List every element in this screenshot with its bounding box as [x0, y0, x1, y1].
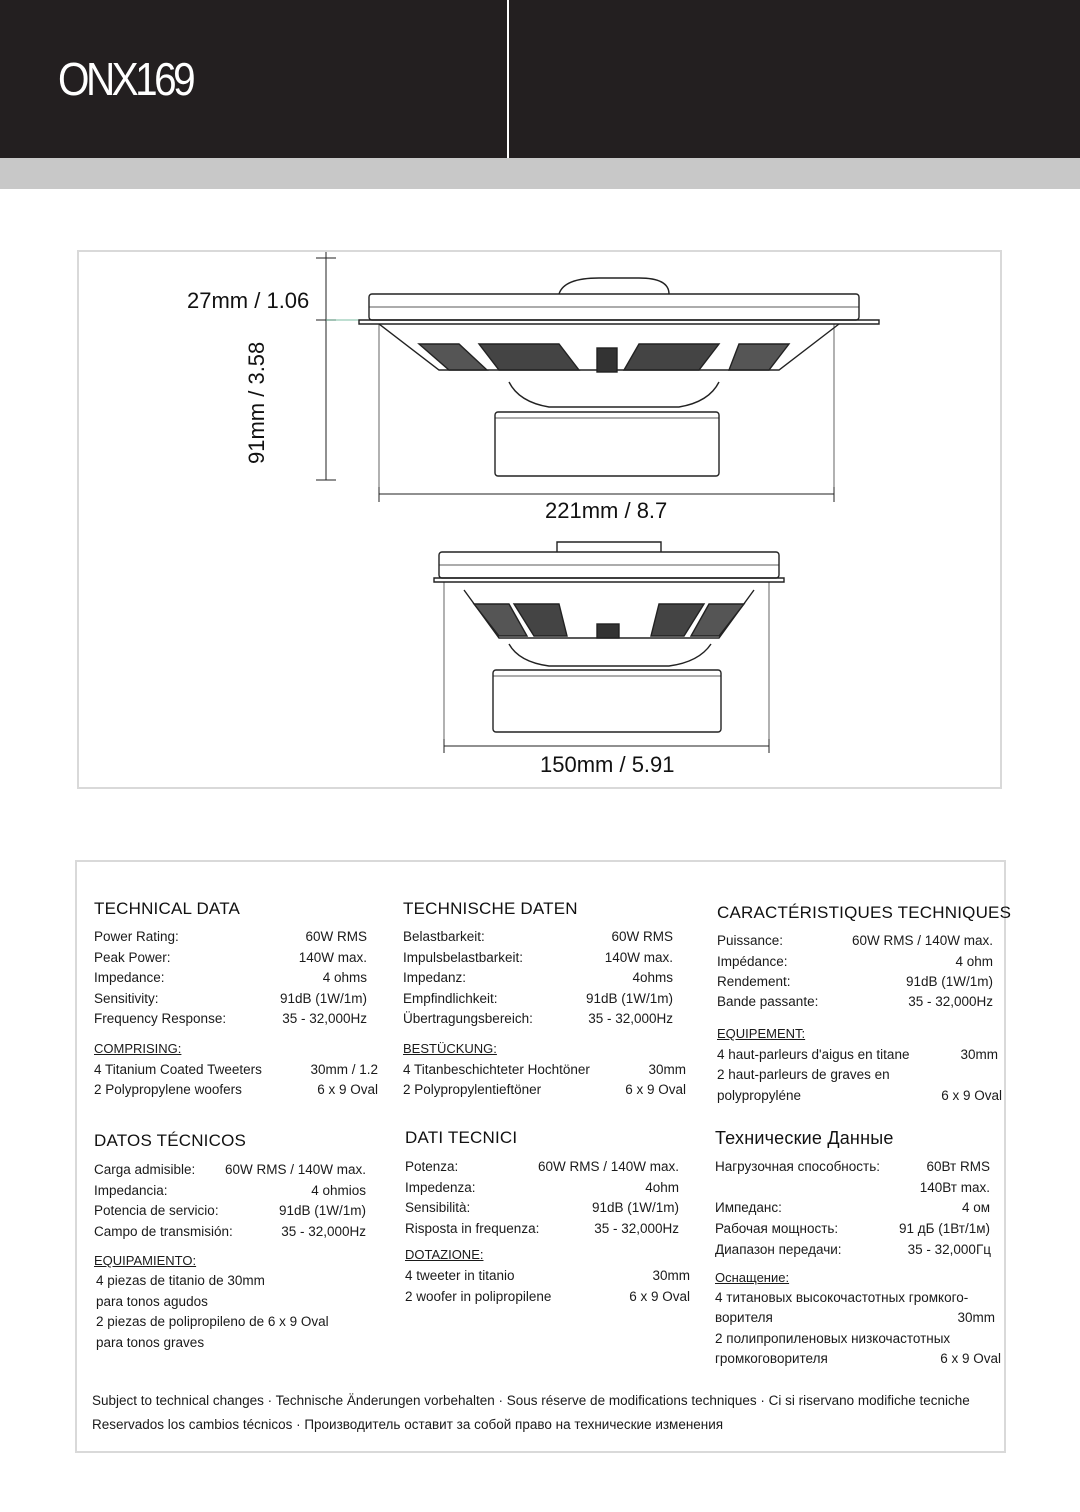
- spec-row-en: Sensitivity: 91dB (1W/1m): [94, 991, 367, 1006]
- spec-row-ru: Диапазон передачи: 35 - 32,000Гц: [715, 1242, 991, 1257]
- item-row-fr: polypropyléne 6 x 9 Oval: [717, 1088, 1002, 1103]
- footer-note-2: Reservados los cambios técnicos · Производитель оставит за собой право на технические изменения: [92, 1417, 724, 1432]
- speaker-drawings: [79, 252, 1000, 787]
- header-band: [0, 158, 1080, 189]
- spec-row-it: Potenza: 60W RMS / 140W max.: [405, 1159, 679, 1174]
- item-row-fr: 2 haut-parleurs de graves en: [717, 1067, 890, 1082]
- item-line-es: para tonos agudos: [96, 1294, 208, 1309]
- item-row-ru: громкоговорителя 6 x 9 Oval: [715, 1351, 1001, 1366]
- spec-row-fr: Puissance: 60W RMS / 140W max.: [717, 933, 993, 948]
- spec-row-es: Carga admisible: 60W RMS / 140W max.: [94, 1162, 366, 1177]
- section-title-fr: CARACTÉRISTIQUES TECHNIQUES: [717, 903, 1012, 922]
- item-row-it: 4 tweeter in titanio 30mm: [405, 1268, 690, 1283]
- model-name: ONX169: [58, 53, 193, 105]
- item-row-de: 4 Titanbeschichteter Hochtöner 30mm: [403, 1062, 686, 1077]
- item-row-en: 2 Polypropylene woofers 6 x 9 Oval: [94, 1082, 378, 1097]
- spec-row-en: Power Rating: 60W RMS: [94, 929, 367, 944]
- item-row-it: 2 woofer in polipropilene 6 x 9 Oval: [405, 1289, 690, 1304]
- spec-row-de: Impulsbelastbarkeit: 140W max.: [403, 950, 673, 965]
- item-line-es: 2 piezas de polipropileno de 6 x 9 Oval: [96, 1314, 329, 1329]
- item-row-ru: 2 полипропиленовых низкочастотных: [715, 1331, 951, 1346]
- item-row-ru: 4 титановых высокочастотных громкого-: [715, 1290, 969, 1305]
- spec-row-de: Impedanz: 4ohms: [403, 970, 673, 985]
- spec-row-it: Impedenza: 4ohm: [405, 1180, 679, 1195]
- spec-row-es: Impedancia: 4 ohmios: [94, 1183, 366, 1198]
- spec-row-en: Impedance: 4 ohms: [94, 970, 367, 985]
- section-title-en: TECHNICAL DATA: [94, 899, 241, 918]
- item-row-fr: 4 haut-parleurs d'aigus en titane 30mm: [717, 1047, 998, 1062]
- subheading-de: BESTÜCKUNG:: [403, 1041, 497, 1056]
- subheading-it: DOTAZIONE:: [405, 1247, 484, 1262]
- spec-row-es: Campo de transmisión: 35 - 32,000Hz: [94, 1224, 366, 1239]
- spec-row-ru: Нагрузочная способность: 60Вт RMS: [715, 1159, 990, 1174]
- spec-row-fr: Bande passante: 35 - 32,000Hz: [717, 994, 993, 1009]
- section-title-it: DATI TECNICI: [405, 1128, 518, 1147]
- subheading-es: EQUIPAMIENTO:: [94, 1253, 197, 1268]
- item-row-de: 2 Polypropylentieftöner 6 x 9 Oval: [403, 1082, 686, 1097]
- section-title-ru: Технические Данные: [715, 1128, 894, 1148]
- spec-box: [75, 860, 1012, 1453]
- item-line-es: 4 piezas de titanio de 30mm: [96, 1273, 265, 1288]
- header-divider: [507, 0, 509, 158]
- spec-row-ru: Импеданс: 4 ом: [715, 1200, 990, 1215]
- dimension-diagram: [77, 250, 1002, 789]
- section-title-de: TECHNISCHE DATEN: [403, 899, 578, 918]
- width-long-label: 221mm / 8.7: [545, 498, 668, 523]
- spec-row-fr: Impédance: 4 ohm: [717, 954, 993, 969]
- spec-row-it: Sensibilità: 91dB (1W/1m): [405, 1200, 679, 1215]
- spec-row-de: Empfindlichkeit: 91dB (1W/1m): [403, 991, 673, 1006]
- subheading-ru: Оснащение:: [715, 1270, 790, 1285]
- item-row-en: 4 Titanium Coated Tweeters 30mm / 1.2: [94, 1062, 378, 1077]
- header-bar: [0, 0, 1080, 158]
- spec-row-fr: Rendement: 91dB (1W/1m): [717, 974, 993, 989]
- depth-total-label: 91mm / 3.58: [244, 341, 269, 464]
- spec-row-de: Übertragungsbereich: 35 - 32,000Hz: [403, 1011, 673, 1026]
- spec-row-ru: Рабочая мощность: 91 дБ (1Вт/1м): [715, 1221, 990, 1236]
- width-short-label: 150mm / 5.91: [540, 752, 675, 777]
- spec-row-en: Frequency Response: 35 - 32,000Hz: [94, 1011, 367, 1026]
- footer-note-1: Subject to technical changes · Technische Änderungen vorbehalten · Sous réserve de modifications techniques · Ci si riservano modifiche tecniche: [92, 1393, 970, 1408]
- spec-row-it: Risposta in frequenza: 35 - 32,000Hz: [405, 1221, 679, 1236]
- item-row-ru: ворителя 30mm: [715, 1310, 995, 1325]
- spec-row-es: Potencia de servicio: 91dB (1W/1m): [94, 1203, 366, 1218]
- spec-row-en: Peak Power: 140W max.: [94, 950, 367, 965]
- item-line-es: para tonos graves: [96, 1335, 205, 1350]
- subheading-en: COMPRISING:: [94, 1041, 182, 1056]
- section-title-es: DATOS TÉCNICOS: [94, 1131, 247, 1150]
- depth-top-label: 27mm / 1.06: [187, 288, 310, 313]
- subheading-fr: EQUIPEMENT:: [717, 1026, 806, 1041]
- spec-row-ru: 140Вт max.: [919, 1180, 990, 1195]
- spec-row-de: Belastbarkeit: 60W RMS: [403, 929, 673, 944]
